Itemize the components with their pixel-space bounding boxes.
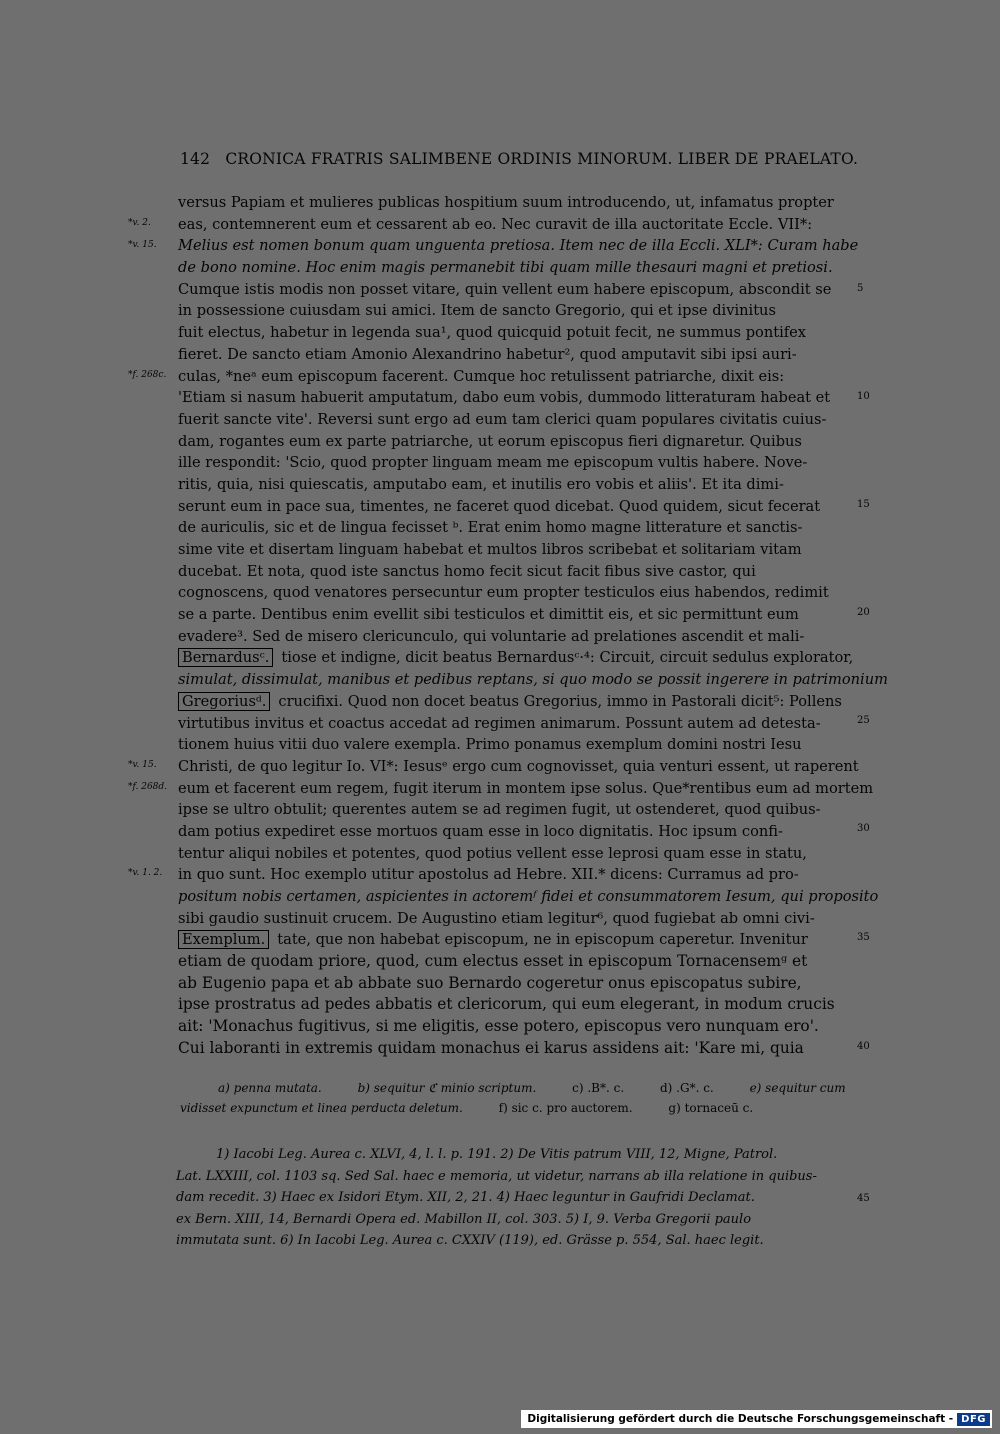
text-segment: tate, que non habebat episcopum, ne in episcopum caperetur. Invenitur <box>277 931 808 949</box>
text-line: fieret. De sancto etiam Amonio Alexandrino habetur², quod amputavit sibi ipsi auri- <box>178 345 797 363</box>
text-line: in quo sunt. Hoc exemplo utitur apostolus ad Hebre. XII.* dicens: Curramus ad pro- <box>178 866 799 884</box>
text-line: Cui laboranti in extremis quidam monachus ei karus assidens ait: 'Kare mi, quia <box>178 1038 804 1057</box>
text-line: simulat, dissimulat, manibus et pedibus reptans, si quo modo se possit ingerere in patrimonium <box>178 671 888 689</box>
page-number: 142 <box>180 150 211 168</box>
line-number: 45 <box>857 1193 870 1204</box>
line-number: 15 <box>857 499 870 510</box>
text-line <box>178 691 850 713</box>
text-line: ille respondit: 'Scio, quod propter linguam meam me episcopum vultis habere. Nove- <box>178 454 808 472</box>
line-number: 10 <box>857 391 870 402</box>
text-line: dam, rogantes eum ex parte patriarche, ut eorum episcopus fieri dignaretur. Quibus <box>178 432 802 450</box>
dfg-logo: DFG <box>957 1413 990 1426</box>
line-number: 30 <box>857 823 870 834</box>
text-line: in possessione cuiusdam sui amici. Item de sancto Gregorio, qui et ipse divinitus <box>178 302 776 320</box>
text-line: ducebat. Et nota, quod iste sanctus homo fecit sicut facit fibus sive castor, qui <box>178 562 756 580</box>
text-line: eum et facerent eum regem, fugit iterum in montem ipse solus. Que*rentibus eum ad mortem <box>178 779 874 797</box>
text-line: ab Eugenio papa et ab abbate suo Bernardo cogeretur onus episcopatus subire, <box>178 973 802 992</box>
text-segment: crucifixi. Quod non docet beatus Gregorius, immo in Pastorali dicit⁵: Pollens <box>278 692 842 710</box>
boxed-label-bernardus: Bernardusᶜ. <box>178 648 273 667</box>
text-line: se a parte. Dentibus enim evellit sibi testiculos et dimittit eis, et sic permittunt eum <box>178 606 799 624</box>
text-line: ritis, quia, nisi quiescatis, amputabo eam, et inutilis ero vobis et aliis'. Et ita dimi- <box>178 475 784 493</box>
variant-readings <box>180 1078 848 1118</box>
variant-row <box>180 1098 848 1118</box>
variant-note: f) sic c. pro auctorem. <box>498 1101 633 1115</box>
text-line: fuit electus, habetur in legenda sua¹, quod quicquid potuit fecit, ne summus pontifex <box>178 324 807 342</box>
margin-note: *v. 1. 2. <box>128 868 163 878</box>
line-number: 20 <box>857 607 870 618</box>
footnote-line: dam recedit. 3) Haec ex Isidori Etym. XII, 2, 21. 4) Haec leguntur in Gaufridi Declamat. <box>176 1190 755 1205</box>
variant-note: vidisset expunctum et linea perducta deletum. <box>180 1101 463 1115</box>
text-line <box>178 647 854 669</box>
text-line: serunt eum in pace sua, timentes, ne faceret quod dicebat. Quod quidem, sicut fecerat <box>178 497 821 515</box>
variant-row <box>180 1078 848 1098</box>
variant-note: a) penna mutata. <box>218 1081 322 1095</box>
footnote-line: ex Bern. XIII, 14, Bernardi Opera ed. Mabillon II, col. 303. 5) I, 9. Verba Gregorii paulo <box>176 1211 752 1227</box>
dfg-credit-text: Digitalisierung gefördert durch die Deutsche Forschungsgemeinschaft - <box>527 1413 954 1425</box>
text-line: Melius est nomen bonum quam unguenta pretiosa. Item nec de illa Eccli. XLI*: Curam habe <box>178 237 859 255</box>
line-number: 5 <box>857 283 864 294</box>
boxed-label-gregorius: Gregoriusᵈ. <box>178 692 270 711</box>
text-line: evadere³. Sed de misero clericunculo, qui voluntarie ad prelationes ascendit et mali- <box>178 627 805 645</box>
margin-note: *f. 268c. <box>128 370 167 380</box>
text-line: de auriculis, sic et de lingua fecisset ᵇ. Erat enim homo magne litterature et sanctis- <box>178 519 803 537</box>
line-number: 25 <box>857 715 870 726</box>
dfg-credit-bar <box>521 1410 992 1428</box>
text-line <box>178 929 850 951</box>
text-line: cognoscens, quod venatores persecuntur eum propter testiculos eius habendos, redimit <box>178 584 829 602</box>
text-line: sibi gaudio sustinuit crucem. De Augustino etiam legitur⁶, quod fugiebat ab omni civi- <box>178 909 815 927</box>
text-line: ait: 'Monachus fugitivus, si me eligitis, esse potero, episcopus vero nunquam ero'. <box>178 1017 819 1036</box>
footnote-line: immutata sunt. 6) In Iacobi Leg. Aurea c. CXXIV (119), ed. Grässe p. 554, Sal. haec legit. <box>176 1233 764 1248</box>
margin-note: *v. 15. <box>128 240 157 250</box>
footnote-line: Lat. LXXIII, col. 1103 sq. Sed Sal. haec e memoria, ut videtur, narrans ab illa relatione in quibus- <box>176 1168 817 1184</box>
footnote-line: 1) Iacobi Leg. Aurea c. XLVI, 4, l. l. p. 191. 2) De Vitis patrum VIII, 12, Migne, Patrol. <box>216 1147 778 1162</box>
text-line: virtutibus invitus et coactus accedat ad regimen animarum. Possunt autem ad detesta- <box>178 714 821 732</box>
boxed-label-exemplum: Exemplum. <box>178 930 269 949</box>
page-header <box>180 150 859 168</box>
text-segment: tiose et indigne, dicit beatus Bernardusᶜ·⁴: Circuit, circuit sedulus explorator, <box>281 649 854 667</box>
variant-note: d) .G*. c. <box>659 1081 714 1095</box>
text-line: fuerit sancte vite'. Reversi sunt ergo ad eum tam clerici quam populares civitatis cuius- <box>178 410 827 428</box>
text-line: dam potius expediret esse mortuos quam esse in loco dignitatis. Hoc ipsum confi- <box>178 822 783 840</box>
margin-note: *v. 15. <box>128 760 157 770</box>
line-number: 35 <box>857 932 870 943</box>
text-line: ipse se ultro obtulit; querentes autem se ad regimen fugit, ut ostenderet, quod quibus- <box>178 801 821 819</box>
text-line: tionem huius vitii duo valere exempla. Primo ponamus exemplum domini nostri Iesu <box>178 736 802 754</box>
variant-note: g) tornaceū c. <box>668 1101 754 1115</box>
text-line: tentur aliqui nobiles et potentes, quod potius vellent esse leprosi quam esse in statu, <box>178 844 807 862</box>
text-line: eas, contemnerent eum et cessarent ab eo. Nec curavit de illa auctoritate Eccle. VII*: <box>178 215 813 233</box>
text-line: sime vite et disertam linguam habebat et multos libros scribebat et solitariam vitam <box>178 541 802 558</box>
margin-note: *v. 2. <box>128 218 151 228</box>
text-line: culas, *neᵃ eum episcopum facerent. Cumque hoc retulissent patriarche, dixit eis: <box>178 367 785 385</box>
margin-note: *f. 268d. <box>128 782 168 792</box>
text-line: 'Etiam si nasum habuerit amputatum, dabo eum vobis, dummodo litteraturam habeat et <box>178 389 831 407</box>
text-line: etiam de quodam priore, quod, cum electus esset in episcopum Tornacensemᵍ et <box>178 952 808 971</box>
running-title: CRONICA FRATRIS SALIMBENE ORDINIS MINORUM. LIBER DE PRAELATO. <box>225 150 859 168</box>
text-line: Christi, de quo legitur Io. VI*: Iesusᵉ ergo cum cognovisset, quia venturi essent, ut raperent <box>178 757 859 775</box>
variant-note: e) sequitur cum <box>749 1081 846 1095</box>
text-line: ipse prostratus ad pedes abbatis et clericorum, qui eum elegerant, in modum crucis <box>178 995 835 1014</box>
variant-note: b) sequitur ℭ minio scriptum. <box>357 1081 537 1095</box>
text-line: positum nobis certamen, aspicientes in actoremᶠ fidei et consummatorem Iesum, qui proposito <box>178 888 879 905</box>
text-line: Cumque istis modis non posset vitare, quin vellent eum habere episcopum, abscondit se <box>178 280 832 298</box>
line-number: 40 <box>857 1041 870 1052</box>
text-line: versus Papiam et mulieres publicas hospitium suum introducendo, ut, infamatus propter <box>178 194 834 211</box>
footnotes <box>176 1144 848 1252</box>
text-line: de bono nomine. Hoc enim magis permanebit tibi quam mille thesauri magni et pretiosi. <box>178 259 833 277</box>
variant-note: c) .B*. c. <box>572 1081 625 1095</box>
